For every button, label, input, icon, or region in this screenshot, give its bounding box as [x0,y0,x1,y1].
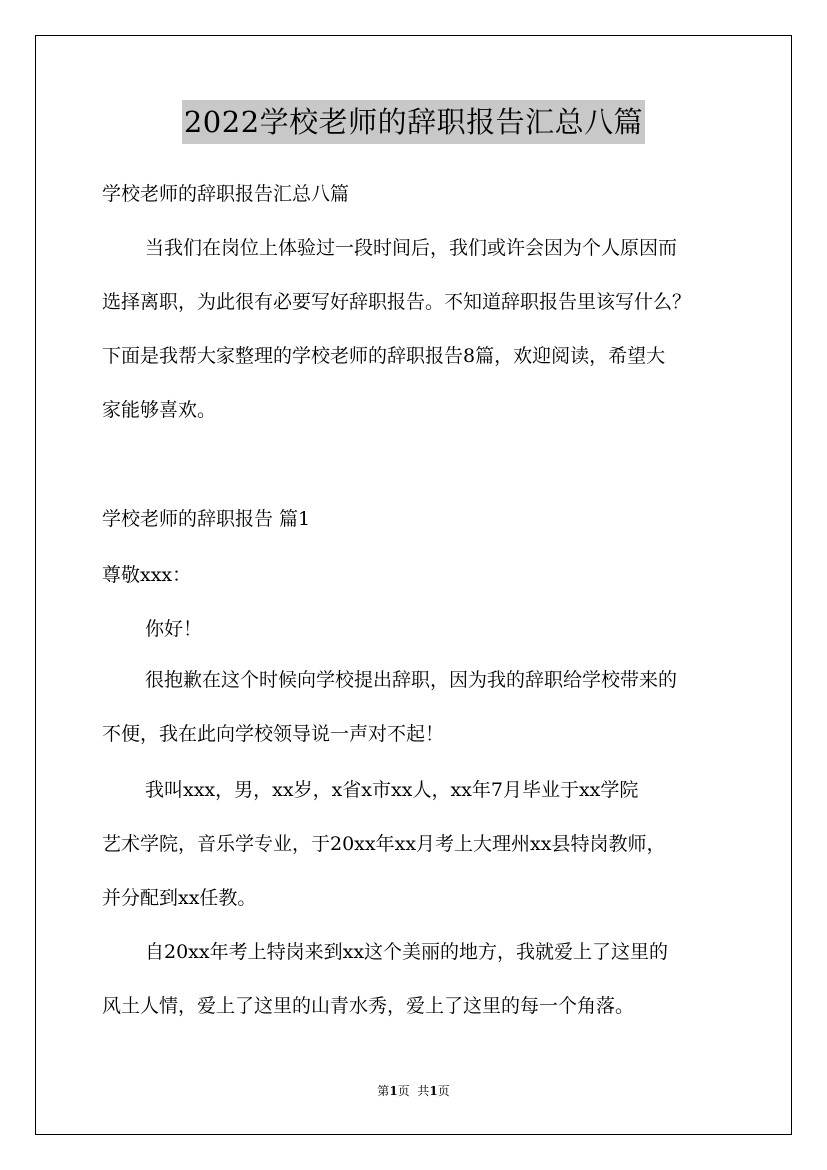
body-line-3: 我叫xxx，男，xx岁，x省x市xx人，xx年7月毕业于xx学院 [145,779,639,801]
footer-page-total: 1 [429,1084,438,1098]
intro-line-2: 选择离职，为此很有必要写好辞职报告。不知道辞职报告里该写什么？ [102,291,692,313]
greeting: 你好！ [145,618,203,640]
intro-line-1: 当我们在岗位上体验过一段时间后，我们或许会因为个人原因而 [145,237,678,259]
document-subtitle: 学校老师的辞职报告汇总八篇 [102,183,350,205]
intro-line-4: 家能够喜欢。 [102,399,217,421]
body-line-4: 艺术学院，音乐学专业，于20xx年xx月考上大理州xx县特岗教师， [102,833,666,855]
body-line-1: 很抱歉在这个时候向学校提出辞职，因为我的辞职给学校带来的 [145,669,678,691]
footer-suffix: 页 [437,1084,450,1098]
body-line-6: 自20xx年考上特岗来到xx这个美丽的地方，我就爱上了这里的 [145,941,669,963]
footer-mid: 页 共 [397,1084,430,1098]
body-line-5: 并分配到xx任教。 [102,887,257,909]
footer-page-current: 1 [389,1084,398,1098]
footer-prefix: 第 [377,1084,390,1098]
document-title: 2022学校老师的辞职报告汇总八篇 [182,100,645,144]
section-heading: 学校老师的辞职报告 篇1 [102,508,311,530]
title-block [0,100,827,144]
intro-line-3: 下面是我帮大家整理的学校老师的辞职报告8篇，欢迎阅读，希望大 [102,345,666,367]
body-line-7: 风土人情，爱上了这里的山青水秀，爱上了这里的每一个角落。 [102,995,635,1017]
page-footer [0,1082,827,1100]
body-line-2: 不便，我在此向学校领导说一声对不起！ [102,723,445,745]
salutation: 尊敬xxx： [102,564,192,586]
